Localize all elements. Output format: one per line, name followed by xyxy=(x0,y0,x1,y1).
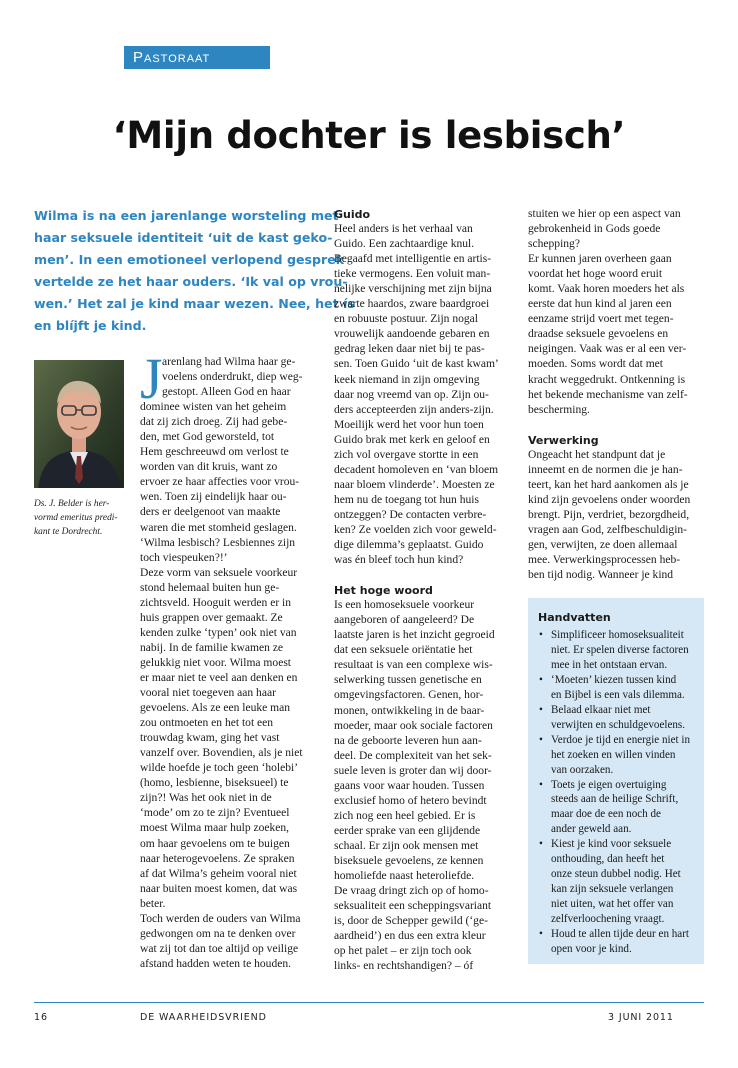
body-text-line: tieke vermogens. Een voluit man- xyxy=(334,268,491,281)
tip-line: • Simplificeer homoseksualiteit xyxy=(551,629,684,641)
page-number: 16 xyxy=(34,1012,48,1023)
body-text-line: naar buiten moest komen, dat was xyxy=(140,882,298,895)
body-text-line: teert, kan het hard aankomen als je xyxy=(528,478,689,491)
body-text-line: zich nog een heel gebied. Er is xyxy=(334,809,476,822)
body-text-line: op het palet – er zijn toch ook xyxy=(334,945,472,958)
body-text-line: vragen aan God, zelfbeschuldigin- xyxy=(528,523,688,536)
tip-line: • Houd te allen tijde deur en hart xyxy=(551,928,690,941)
body-text-line: links- en rechtshandigen? – óf xyxy=(334,960,474,973)
tip-line: niet uiten, wat het offer van xyxy=(551,898,674,911)
body-text-line: keek niemand in zijn omgeving xyxy=(334,373,480,386)
body-text-line: af dat Wilma’s geheim vooral niet xyxy=(140,867,297,880)
body-text-line: omgevingsfactoren. Genen, hor- xyxy=(334,689,484,702)
body-column-3 xyxy=(528,207,706,583)
caption-line: kant te Dordrecht. xyxy=(34,527,103,538)
tip-item xyxy=(538,927,696,957)
body-text-line: ders accepteerden zijn anders-zijn. xyxy=(334,403,494,416)
tip-line: verwijten en schuldgevoelens. xyxy=(551,718,686,731)
body-text-line: Ongeacht het standpunt dat je xyxy=(528,448,666,461)
tip-line: zelfverloochening vraagt. xyxy=(551,913,665,926)
body-text-line: Er kunnen jaren overheen gaan xyxy=(528,253,672,266)
body-text-line: selwerking tussen genetische en xyxy=(334,674,482,687)
publication-name: DE WAARHEIDSVRIEND xyxy=(140,1012,267,1023)
body-text-line: ervoer ze haar affecties voor vrou- xyxy=(140,476,300,489)
tip-line: kan zijn seksuele verlangen xyxy=(551,883,674,896)
body-text-line: worden van dit kruis, want zo xyxy=(140,461,278,474)
body-text-line: monen, ontwikkeling in de baar- xyxy=(334,704,485,717)
body-text-line: voordat het hoge woord eruit xyxy=(528,268,663,281)
tip-line: onthouding, dan heeft het xyxy=(551,853,665,866)
body-text-line: homoliefde naast heteroliefde. xyxy=(334,870,475,883)
body-text-line: Guido brak met kerk en geloof en xyxy=(334,433,490,446)
body-text-line: dominee wisten van het geheim xyxy=(140,401,287,414)
body-text-line: ders er deelgenoot van maakte xyxy=(140,506,281,519)
body-text-line: ontzeggen? De contacten verbre- xyxy=(334,508,487,521)
body-text-line: gedrag leken daar niet bij te pas- xyxy=(334,343,485,356)
tip-line: mee in het ontstaan ervan. xyxy=(551,658,668,671)
body-text-line: wilde hoefde je toch geen ‘holebi’ xyxy=(140,762,299,775)
paragraph-gap xyxy=(528,418,706,433)
body-text-line: trouwdag kwam, ging het vast xyxy=(140,732,280,745)
lead-line: en blíjft je kind. xyxy=(34,318,147,334)
section-heading: Het hoge woord xyxy=(334,584,433,598)
body-text-line: kenden zulke ‘typen’ ook niet van xyxy=(140,626,297,639)
body-text-line: kracht weggedrukt. Ontkenning is xyxy=(528,373,686,386)
tip-line: het zoeken en willen vinden xyxy=(551,748,676,761)
lead-line: vertelde ze het haar ouders. ‘Ik val op vrou- xyxy=(34,274,348,290)
body-column-2 xyxy=(334,207,512,974)
body-text-line: moeden. Soms wordt dat met xyxy=(528,358,664,371)
body-text-line: zichtsveld. Hooguit werden er in xyxy=(140,596,292,609)
body-text-line: toch viespeuken?!’ xyxy=(140,551,228,564)
body-text-line: moest Wilma maar hulp zoeken, xyxy=(140,822,290,835)
body-text-line: ‘mode’ om zo te zijn? Eventueel xyxy=(140,807,290,820)
tip-line: • Toets je eigen overtuiging xyxy=(551,778,667,791)
tip-line: steeds aan de heilige Schrift, xyxy=(551,793,679,806)
body-text-line: naar bloem vlinderde’. Moesten ze xyxy=(334,478,495,491)
body-text-line: gevoelens. Als ze een leuke man xyxy=(140,702,291,715)
body-text-line: zich vol overgave stortte in een xyxy=(334,448,479,461)
body-text-line: vooral niet toegeven aan haar xyxy=(140,687,276,700)
tip-item xyxy=(538,673,696,703)
body-text-line: gedwongen om na te denken over xyxy=(140,927,296,940)
tip-line: • Verdoe je tijd en energie niet in xyxy=(551,733,691,746)
body-text-line: afstand hadden weten te houden. xyxy=(140,957,292,970)
sidebar-title: Handvatten xyxy=(538,611,611,624)
caption-line: Ds. J. Belder is her- xyxy=(34,499,110,509)
footer-divider xyxy=(34,1002,704,1003)
body-text-line: laatste jaren is het inzicht gegroeid xyxy=(334,629,495,642)
body-text-line: Guido. Een zachtaardige knul. xyxy=(334,238,475,251)
tip-line: niet. Er spelen diverse factoren xyxy=(551,643,689,656)
body-text-line: het bekende mechanisme van zelf- xyxy=(528,388,688,401)
issue-date: 3 JUNI 2011 xyxy=(608,1012,674,1023)
body-text-line: naar heterogevoelens. Ze spraken xyxy=(140,852,295,865)
body-text-line: voelens onderdrukt, diep weg- xyxy=(162,371,303,384)
body-text-line: nabij. In de familie kwamen ze xyxy=(140,641,283,654)
body-text-line: ‘Wilma lesbisch? Lesbiennes zijn xyxy=(140,536,296,549)
body-text-line: na de geboorte leveren hun aan- xyxy=(334,734,482,747)
body-text-line: dige dilemma’s geplaatst. Guido xyxy=(334,539,484,552)
tip-item xyxy=(538,837,696,927)
body-text-line: Moeilijk werd het voor hun toen xyxy=(334,418,484,431)
tip-line: • ‘Moeten’ kiezen tussen kind xyxy=(551,673,677,686)
body-text-line: zijn?! Was het ook niet in de xyxy=(140,792,272,805)
tip-item xyxy=(538,703,696,733)
body-text-line: eerder sprake van een glijdende xyxy=(334,824,481,837)
body-column-1 xyxy=(140,346,318,972)
body-text-line: gelukkig niet voor. Wilma moest xyxy=(140,656,292,669)
body-text-line: Heel anders is het verhaal van xyxy=(334,223,473,236)
body-text-line: schepping? xyxy=(528,238,580,251)
body-text-line: stond helemaal buiten hun ge- xyxy=(140,581,280,594)
section-heading: Guido xyxy=(334,208,371,221)
body-text-line: (homo, lesbienne, biseksueel) te xyxy=(140,777,289,790)
tip-item xyxy=(538,733,696,778)
body-text-line: resultaat is van een complexe wis- xyxy=(334,659,493,672)
author-portrait-photo xyxy=(34,360,124,488)
lead-line: Wilma is na een jarenlange worsteling met xyxy=(34,208,339,223)
body-text-line: waren die met stomheid geslagen. xyxy=(140,521,297,534)
body-text-line: daar nog vreemd van op. Zijn ou- xyxy=(334,388,489,401)
body-text-line: inneemt en de normen die je han- xyxy=(528,463,683,476)
tip-line: onze steun dubbel nodig. Het xyxy=(551,868,681,881)
tip-item xyxy=(538,628,696,673)
drop-cap: J xyxy=(140,346,163,411)
body-text-line: brengt. Pijn, verdriet, bezorgdheid, xyxy=(528,508,690,521)
paragraph-gap xyxy=(334,568,512,583)
section-heading: Verwerking xyxy=(528,433,599,447)
body-text-line: deel. De complexiteit van het sek- xyxy=(334,749,492,762)
tip-line: van oorzaken. xyxy=(551,763,614,776)
body-text-line: gaans voor waar houden. Tussen xyxy=(334,779,485,792)
lead-line: wen.’ Het zal je kind maar wezen. Nee, het ís xyxy=(34,296,355,312)
body-text-line: er maar niet te veel aan denken en xyxy=(140,671,298,684)
portrait-illustration xyxy=(34,360,124,488)
body-text-line: huis grappen over gemaakt. Ze xyxy=(140,611,283,624)
body-text-line: wat zij tot dan toe altijd op veilige xyxy=(140,942,299,955)
body-text-line: Toch werden de ouders van Wilma xyxy=(140,912,301,925)
body-text-line: dat een seksuele oriëntatie het xyxy=(334,644,473,657)
body-text-line: ben tijd nodig. Wanneer je kind xyxy=(528,569,674,582)
body-text-line: draadse seksuele gevoelens en xyxy=(528,328,669,341)
tip-line: maar doe de een noch de xyxy=(551,808,661,821)
body-text-line: komt. Vaak horen moeders het als xyxy=(528,283,685,296)
body-text-line: om haar gevoelens om te buigen xyxy=(140,837,290,850)
tips-list xyxy=(538,628,696,957)
body-text-line: bescherming. xyxy=(528,403,590,416)
body-text-line: Is een homoseksuele voorkeur xyxy=(334,599,475,612)
lead-line: haar seksuele identiteit ‘uit de kast geko- xyxy=(34,230,333,246)
tip-line: • Belaad elkaar niet met xyxy=(551,703,651,716)
tips-sidebar xyxy=(528,598,704,964)
body-text-line: Begaafd met intelligentie en artis- xyxy=(334,253,492,266)
body-text-line: gestopt. Alleen God en haar xyxy=(162,386,291,399)
tip-item xyxy=(538,778,696,838)
body-text-line: hem nu de toegang tot hun huis xyxy=(334,493,479,506)
body-text-line: sen. Toen Guido ‘uit de kast kwam’ xyxy=(334,358,499,371)
body-text-line: nelijke verschijning met zijn bijna xyxy=(334,283,492,296)
section-label: Pastoraat xyxy=(124,46,270,69)
tip-line: • Kiest je kind voor seksuele xyxy=(551,838,672,851)
body-text-line: suele leven is groter dan wij door- xyxy=(334,764,492,777)
body-text-line: wen. Toen zij eindelijk haar ou- xyxy=(140,491,287,504)
body-text-line: neigingen. Vaak was er al een ver- xyxy=(528,343,687,356)
body-text-line: gebrokenheid in Gods goede xyxy=(528,223,661,236)
body-text-line: dat zij zich droeg. Zij had gebe- xyxy=(140,416,288,429)
body-text-line: stuiten we hier op een aspect van xyxy=(528,208,681,220)
body-text-line: Deze vorm van seksuele voorkeur xyxy=(140,566,298,579)
body-text-line: eerste dat hun kind al jaren een xyxy=(528,298,672,311)
body-text-line: Hem geschreeuwd om verlost te xyxy=(140,446,289,459)
body-text-line: seksualiteit een scheppingsvariant xyxy=(334,900,492,913)
body-text-line: gen, verwijten, ze doen allemaal xyxy=(528,538,678,551)
body-text-line: exclusief homo of hetero bevindt xyxy=(334,794,487,807)
body-text-line: zou ontmoeten en het tot een xyxy=(140,717,274,730)
body-text-line: schaal. Er zijn ook mensen met xyxy=(334,839,479,852)
body-text-line: vrouwelijk aandoende gebaren en xyxy=(334,328,490,341)
body-text-line: eenzame strijd voert met tegen- xyxy=(528,313,674,326)
lead-line: men’. In een emotioneel verlopend gesprek xyxy=(34,252,345,268)
tip-line: open voor je kind. xyxy=(551,943,632,956)
tip-line: ander geweld aan. xyxy=(551,823,632,836)
article-title: ‘Mijn dochter is lesbisch’ xyxy=(112,114,626,157)
body-text-line: den, met God geworsteld, tot xyxy=(140,431,275,444)
body-text-line: kind zijn gevoelens onder woorden xyxy=(528,493,691,506)
tip-line: en Bijbel is een vals dilemma. xyxy=(551,688,685,701)
body-text-line: moeder, maar ook sociale factoren xyxy=(334,719,493,732)
body-text-line: De vraag dringt zich op of homo- xyxy=(334,885,489,898)
body-text-line: ken? Ze voelden zich voor geweld- xyxy=(334,523,497,536)
body-text-line: biseksuele gevoelens, ze kennen xyxy=(334,854,484,867)
body-text-line: aangeboren of aangeleerd? De xyxy=(334,614,475,627)
body-text-line: arenlang had Wilma haar ge- xyxy=(162,356,296,368)
body-text-line: decadent homoleven en ‘van bloem xyxy=(334,463,499,476)
body-text-line: vanzelf over. Bovendien, als je niet xyxy=(140,747,303,760)
body-text-line: was én bleef toch hun kind? xyxy=(334,554,464,567)
photo-caption xyxy=(34,497,126,540)
caption-line: vormd emeritus predi- xyxy=(34,513,118,524)
body-text-line: is, door de Schepper gewild (‘ge- xyxy=(334,915,488,928)
body-text-line: aardheid’) en dus een extra kleur xyxy=(334,930,486,943)
body-text-line: zwarte haardos, zware baardgroei xyxy=(334,298,490,311)
body-text-line: en robuuste postuur. Zijn nogal xyxy=(334,313,478,326)
body-text-line: mee. Verwerkingsprocessen heb- xyxy=(528,554,681,567)
body-text-line: beter. xyxy=(140,897,166,910)
